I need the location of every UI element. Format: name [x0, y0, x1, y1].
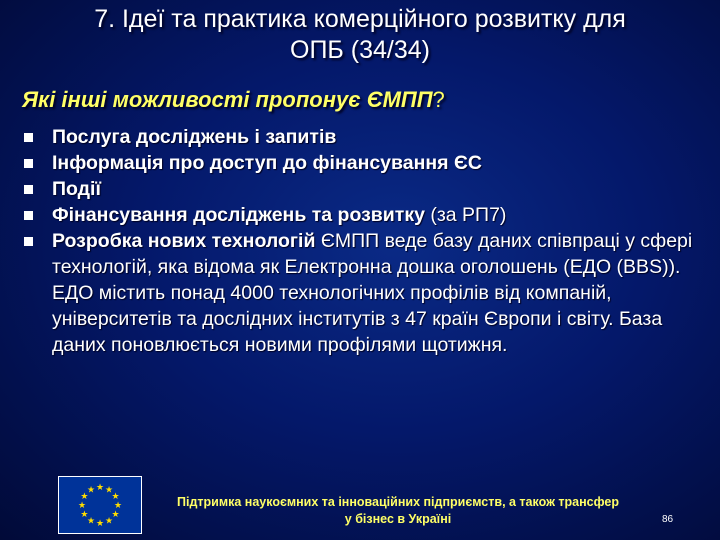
bullet-bold-text: Події	[52, 178, 101, 200]
square-bullet-icon	[24, 185, 33, 194]
svg-text:★: ★	[80, 492, 89, 502]
svg-text:★: ★	[104, 516, 114, 527]
svg-text:★: ★	[77, 501, 87, 511]
title-line-2: ОПБ (34/34)	[290, 36, 430, 64]
bullet-item	[22, 228, 702, 358]
bullet-item	[22, 124, 702, 150]
title-line-1: 7. Ідеї та практика комерційного розвитку для	[94, 5, 626, 33]
square-bullet-icon	[24, 237, 33, 246]
bullet-normal-text: ЄМПП веде базу даних співпраці у сфері технологій, яка відома як Електронна дошка оголошень (ЕДО (BBS)). ЕДО містить понад 4000 технологічних профілів від компаній, університетів та дослідних інститутів з 47 країн Європи і світу. База даних поновлюється новими профілями щотижня.	[52, 230, 693, 356]
eu-flag-icon	[58, 476, 142, 534]
bullet-item	[22, 176, 702, 202]
svg-text:★: ★	[95, 483, 105, 493]
footer-caption	[148, 494, 648, 528]
svg-text:★: ★	[80, 510, 89, 520]
bullet-bold-text: Фінансування досліджень та розвитку	[52, 204, 425, 226]
bullet-list	[22, 124, 702, 358]
footer-line-1: Підтримка наукоємних та інноваційних підприємств, а також трансфер	[177, 495, 619, 509]
square-bullet-icon	[24, 159, 33, 168]
bullet-item	[22, 150, 702, 176]
svg-text:★: ★	[113, 501, 123, 511]
svg-text:★: ★	[111, 492, 120, 502]
page-number: 86	[662, 514, 674, 525]
subtitle-question-mark: ?	[432, 87, 445, 112]
slide-subtitle	[22, 87, 445, 113]
eu-stars	[59, 477, 141, 533]
square-bullet-icon	[24, 211, 33, 220]
footer-line-2: у бізнес в Україні	[344, 512, 452, 526]
svg-text:★: ★	[86, 485, 96, 496]
bullet-normal-text: (за РП7)	[424, 204, 507, 226]
bullet-bold-text: Розробка нових технологій	[52, 230, 316, 252]
svg-text:★: ★	[104, 485, 114, 496]
svg-text:★: ★	[86, 516, 96, 527]
slide-title	[0, 4, 720, 66]
slide-footer	[0, 470, 720, 540]
svg-text:★: ★	[95, 519, 105, 529]
svg-text:★: ★	[111, 510, 120, 520]
bullet-bold-text: Інформація про доступ до фінансування ЄС	[52, 152, 482, 174]
bullet-item	[22, 202, 702, 228]
bullet-bold-text: Послуга досліджень і запитів	[52, 126, 337, 148]
subtitle-text: Які інші можливості пропонує ЄМПП	[22, 87, 433, 112]
square-bullet-icon	[24, 133, 33, 142]
